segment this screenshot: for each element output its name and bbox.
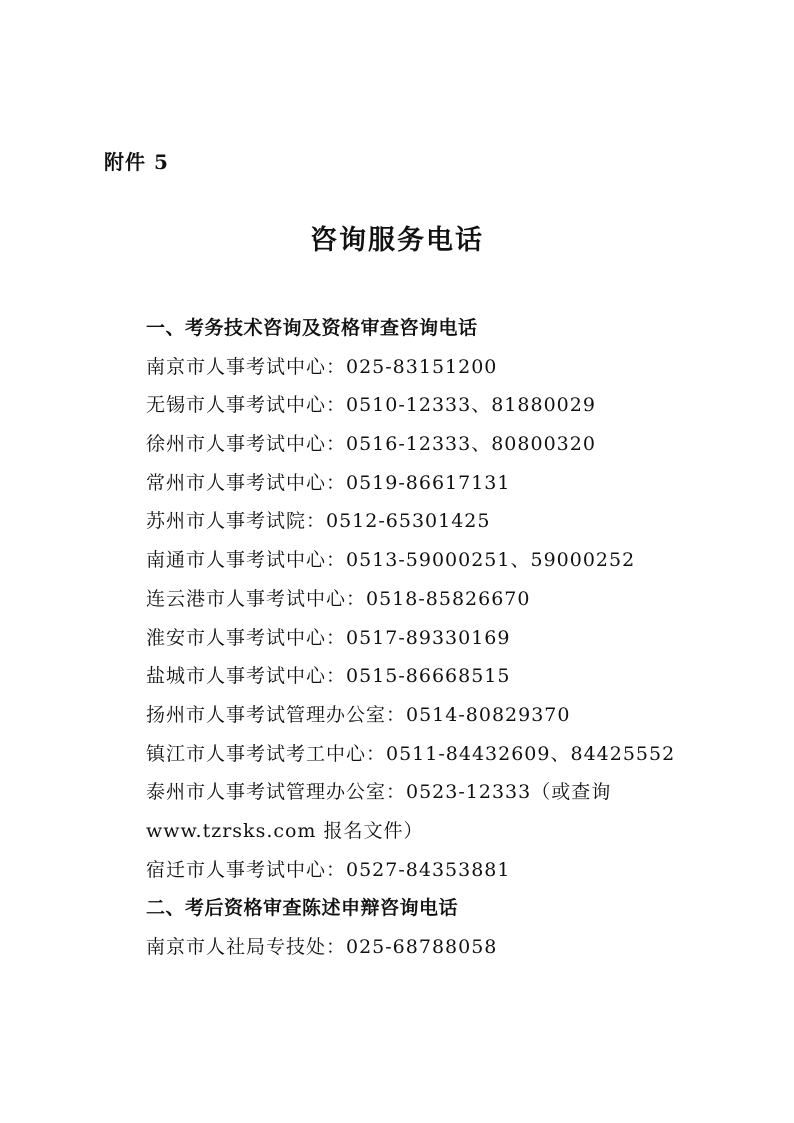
contact-line: 连云港市人事考试中心：0518-85826670: [146, 587, 531, 610]
contact-line: 淮安市人事考试中心：0517-89330169: [146, 626, 511, 649]
section-heading-appeal-consultation: 二、考后资格审查陈述申辩咨询电话: [146, 897, 459, 920]
contact-list: [146, 309, 676, 967]
page-title: 咨询服务电话: [310, 225, 484, 256]
contact-line: 无锡市人事考试中心：0510-12333、81880029: [146, 394, 596, 417]
contact-line: 南京市人事考试中心：025-83151200: [146, 355, 498, 378]
contact-line-continuation: www.tzrsks.com 报名文件）: [146, 819, 424, 842]
contact-line: 南京市人社局专技处：025-68788058: [146, 936, 498, 958]
contact-line: 扬州市人事考试管理办公室：0514-80829370: [146, 703, 571, 726]
contact-line: 宿迁市人事考试中心：0527-84353881: [146, 858, 511, 881]
contact-line: 苏州市人事考试院：0512-65301425: [146, 510, 491, 533]
contact-line: 南通市人事考试中心：0513-59000251、59000252: [146, 549, 636, 572]
contact-line: 盐城市人事考试中心：0515-86668515: [146, 665, 511, 688]
attachment-label: 附件 5: [104, 150, 169, 174]
contact-line: 徐州市人事考试中心：0516-12333、80800320: [146, 433, 596, 456]
section-heading-exam-consultation: 一、考务技术咨询及资格审查咨询电话: [146, 317, 478, 339]
contact-line: 泰州市人事考试管理办公室：0523-12333（或查询: [146, 781, 612, 804]
contact-line: 镇江市人事考试考工中心：0511-84432609、84425552: [146, 742, 676, 765]
contact-line: 常州市人事考试中心：0519-86617131: [146, 471, 511, 494]
